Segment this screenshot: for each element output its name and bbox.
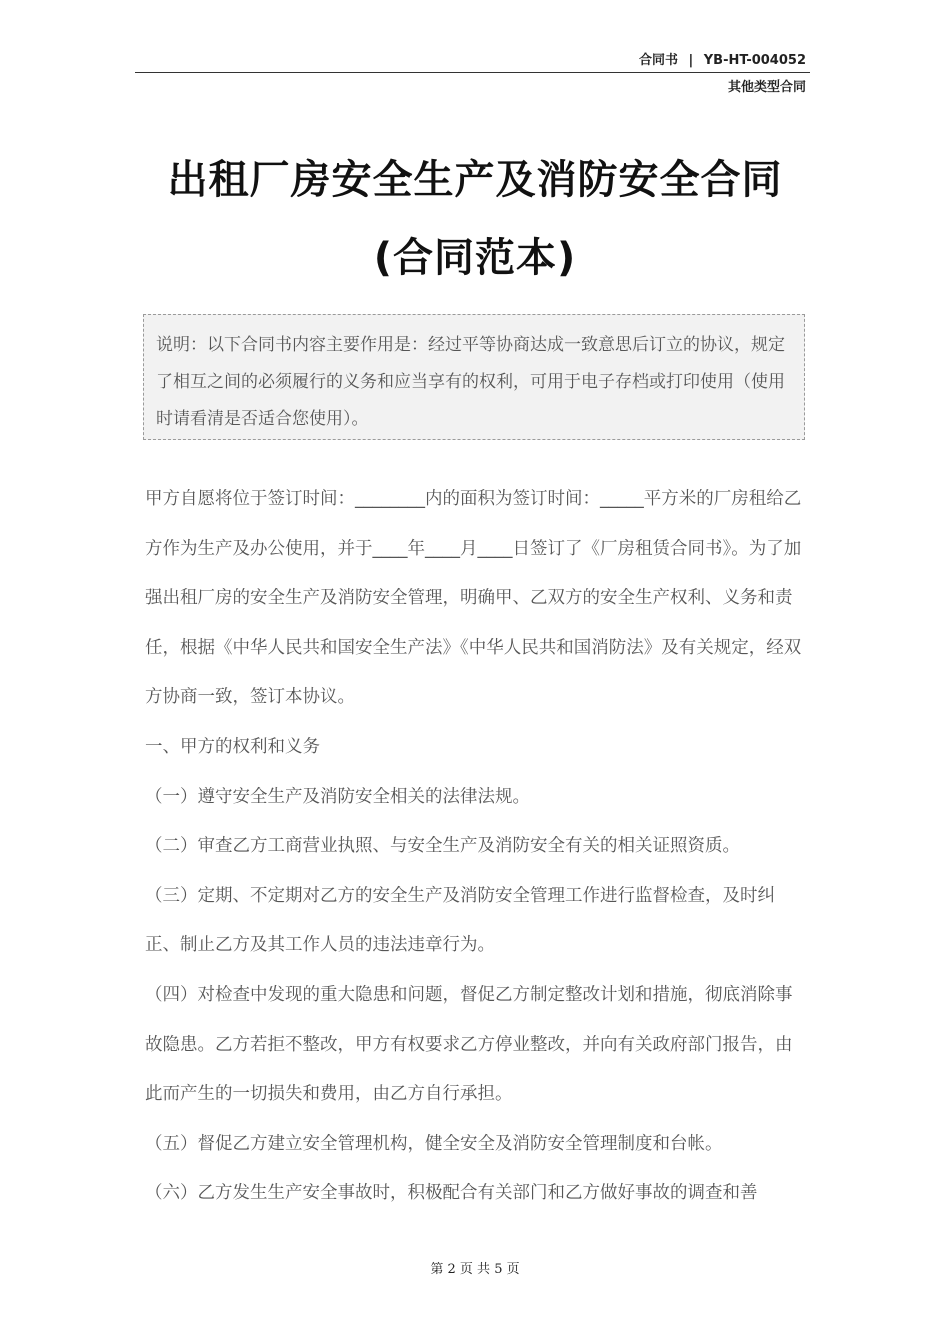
clause-item: （二）审查乙方工商营业执照、与安全生产及消防安全有关的相关证照资质。 [145,836,740,857]
header-doc-type: 合同书 [638,53,678,68]
header-separator: | [688,53,694,68]
page-header [135,52,810,97]
clause-item: （四）对检查中发现的重大隐患和问题，督促乙方制定整改计划和措施，彻底消除事故隐患。乙方若拒不整改，甲方有权要求乙方停业整改，并向有关政府部门报告，由此而产生的一切损失和费用，由乙方自行承担。 [145,984,793,1105]
clause-item: （五）督促乙方建立安全管理机构，健全安全及消防安全管理制度和台帐。 [145,1133,723,1154]
clause-item: （六）乙方发生生产安全事故时，积极配合有关部门和乙方做好事故的调查和善 [145,1183,758,1204]
page-number: 第 2 页 共 5 页 [430,1262,520,1277]
document-title: 出租厂房安全生产及消防安全合同 [167,157,783,203]
paragraph-intro: 甲方自愿将位于签订时间：________内的面积为签订时间：_____平方米的厂房租给乙方作为生产及办公使用，并于____年____月____日签订了《厂房租赁合同书》。为了加强出租厂房的安全生产及消防安全管理，明确甲、乙双方的安全生产权利、义务和责任，根据《中华人民共和国安全生产法》《中华人民共和国消防法》及有关规定，经双方协商一致，签订本协议。 [145,489,802,708]
clause-item: （三）定期、不定期对乙方的安全生产及消防安全管理工作进行监督检查，及时纠正、制止乙方及其工作人员的违法违章行为。 [145,885,775,956]
notice-box: 说明：以下合同书内容主要作用是：经过平等协商达成一致意思后订立的协议，规定了相互之间的必须履行的义务和应当享有的权利，可用于电子存档或打印使用（使用时请看清是否适合您使用）。 [143,314,805,440]
header-doc-info [135,52,810,70]
header-rule [135,72,810,73]
header-doc-code: YB-HT-004052 [703,53,806,68]
header-category: 其他类型合同 [727,80,806,95]
clause-item: （一）遵守安全生产及消防安全相关的法律法规。 [145,786,530,807]
document-subtitle: (合同范本) [373,235,577,281]
contract-body [145,475,807,1219]
section-heading: 一、甲方的权利和义务 [145,736,320,757]
